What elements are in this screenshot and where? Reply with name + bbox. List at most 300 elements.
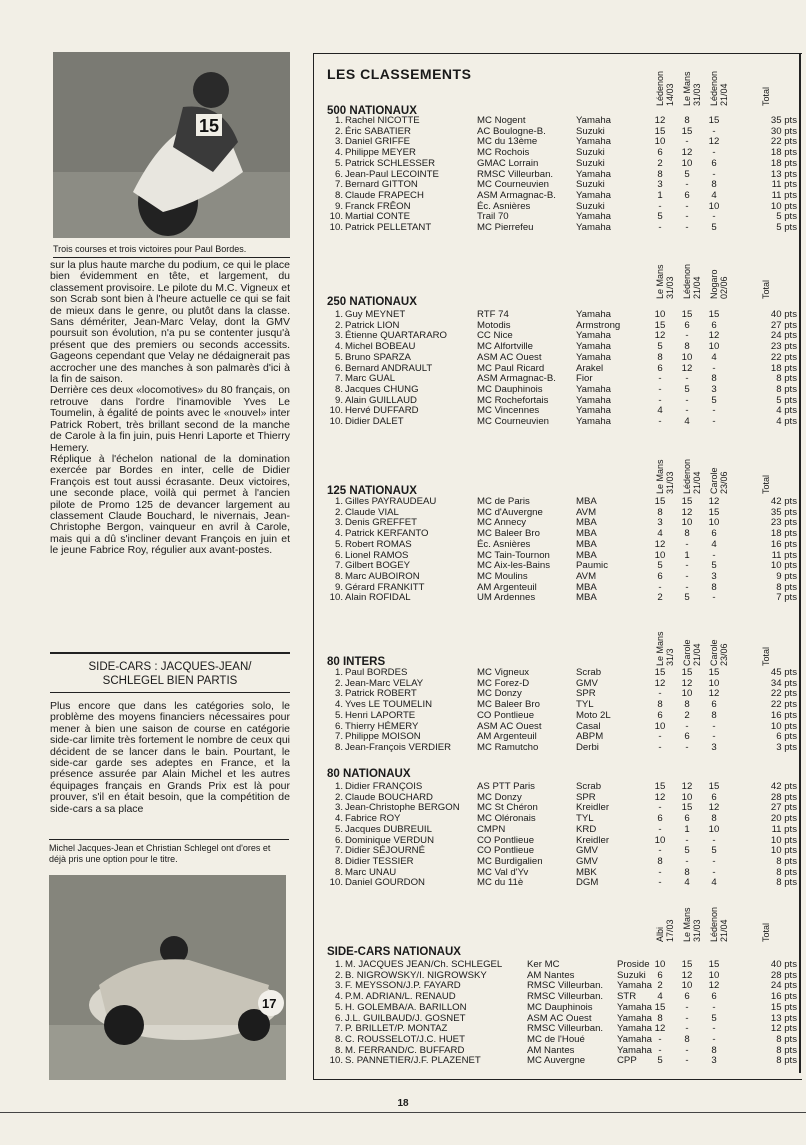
points-cell: 12 [708, 802, 720, 814]
motorcycle-brand: AVM [576, 570, 597, 582]
rank-cell: 9. [334, 394, 343, 406]
rider-name: Martial CONTE [345, 211, 411, 223]
rank-cell: 6. [334, 1012, 343, 1024]
section-title: 80 INTERS [327, 656, 386, 668]
rider-name: Jean-Paul LECOINTE [345, 168, 439, 180]
rank-cell: 2. [334, 506, 343, 518]
points-cell: - [685, 179, 689, 191]
points-cell: 6 [711, 699, 717, 711]
points-cell: - [685, 720, 689, 732]
rider-name: Henri LAPORTE [345, 709, 416, 721]
club-name: CC Nice [477, 330, 513, 342]
standings-row [327, 353, 797, 364]
motorcycle-brand: Yamaha [576, 405, 612, 417]
section-title: 500 NATIONAUX [327, 105, 417, 117]
rider-name: C. ROUSSELOT/J.C. HUET [345, 1033, 465, 1045]
rider-name: B. NIGROWSKY/I. NIGROWSKY [345, 969, 487, 981]
rider-name: Daniel GOURDON [345, 877, 425, 889]
rank-cell: 4. [334, 699, 343, 711]
points-cell: 5 [657, 211, 663, 223]
points-cell: - [712, 731, 716, 743]
rank-cell: 8. [334, 855, 343, 867]
points-cell: 5 [711, 845, 717, 857]
total-points: 5 pts [776, 222, 797, 233]
points-cell: 4 [711, 877, 717, 889]
points-cell: 10 [654, 309, 666, 320]
points-cell: - [685, 1012, 689, 1024]
total-points: 6 pts [776, 731, 797, 743]
rider-name: Bernard ANDRAULT [345, 362, 433, 374]
divider [50, 652, 290, 654]
club-name: CO Pontlieue [477, 834, 535, 846]
rider-name: Alain GUILLAUD [345, 394, 417, 406]
total-points: 4 pts [776, 405, 797, 417]
standings-row [327, 668, 797, 679]
points-cell: 4 [657, 528, 663, 540]
rank-cell: 10. [329, 405, 343, 417]
total-points: 23 pts [770, 341, 797, 353]
section-heading [50, 660, 290, 688]
points-cell: 4 [711, 538, 717, 550]
total-points: 40 pts [770, 309, 797, 320]
rank-cell: 7. [334, 179, 343, 191]
points-cell: - [712, 416, 716, 427]
rank-cell: 1. [334, 667, 343, 678]
total-points: 10 pts [770, 720, 797, 732]
total-points: 10 pts [770, 845, 797, 857]
total-points: 8 pts [776, 1055, 797, 1067]
rank-cell: 10. [329, 416, 343, 427]
points-cell: 8 [657, 855, 663, 867]
points-cell: 3 [657, 517, 663, 529]
rank-cell: 5. [334, 351, 343, 363]
motorcycle-brand: Suzuki [617, 969, 646, 981]
section-title: 80 NATIONAUX [327, 768, 411, 780]
points-cell: 8 [684, 528, 690, 540]
points-cell: - [658, 741, 662, 753]
points-cell: - [712, 866, 716, 878]
points-cell: 4 [684, 416, 690, 427]
club-name: MC Ramutcho [477, 741, 539, 753]
total-points: 16 pts [770, 709, 797, 721]
divider [53, 257, 290, 258]
club-name: MC Auvergne [527, 1055, 586, 1067]
motorcycle-brand: MBA [576, 549, 597, 561]
rider-name: Marc GUAL [345, 373, 396, 385]
motorcycle-brand: Moto 2L [576, 709, 611, 721]
motorcycle-brand: STR [617, 991, 637, 1003]
rank-cell: 6. [334, 168, 343, 180]
rider-name: Didier SÉJOURNÉ [345, 845, 425, 857]
divider [50, 692, 290, 693]
points-cell: 10 [681, 980, 693, 992]
paragraph: Derrière ces deux «locomotives» du 80 français, on retrouve dans l'ordre l'inamovible Yves Le Toumelin, à égalité de points avec le «nouvel» inter Patrick Robert, très brillant second de la manche de Carole à la fin juin, puis Henri Laporte et Thierry Hemery. [50, 384, 290, 454]
rider-name: Daniel GRIFFE [345, 136, 411, 148]
total-points: 10 pts [770, 200, 797, 212]
photo-caption-1: Trois courses et trois victoires pour Paul Bordes. [53, 244, 247, 254]
standings-row [327, 782, 797, 793]
points-cell: 6 [657, 147, 663, 159]
standings-row [327, 711, 797, 722]
points-cell: 5 [711, 222, 717, 233]
points-cell: - [712, 168, 716, 180]
points-cell: 10 [681, 791, 693, 803]
motorcycle-brand: Suzuki [576, 147, 605, 159]
total-points: 4 pts [776, 416, 797, 427]
motorcycle-brand: Yamaha [617, 1012, 653, 1024]
total-points: 9 pts [776, 570, 797, 582]
rank-cell: 8. [334, 866, 343, 878]
rider-name: Jean-François VERDIER [345, 741, 452, 753]
rank-cell: 9. [334, 581, 343, 593]
club-name: MC Nogent [477, 115, 526, 126]
points-cell: 15 [708, 781, 720, 792]
points-cell: 10 [708, 200, 720, 212]
motorcycle-brand: Yamaha [576, 341, 612, 353]
points-cell: 12 [681, 506, 693, 518]
total-points: 34 pts [770, 677, 797, 689]
motorcycle-brand: Paumic [576, 560, 608, 572]
points-cell: 5 [684, 168, 690, 180]
rank-cell: 8. [334, 1044, 343, 1056]
motorcycle-brand: Proside [617, 959, 650, 970]
points-cell: - [658, 394, 662, 406]
club-name: MC Vincennes [477, 405, 540, 417]
club-name: MC Dauphinois [527, 1001, 593, 1013]
club-name: AS PTT Paris [477, 781, 535, 792]
rank-cell: 4. [334, 991, 343, 1003]
rank-cell: 4. [334, 147, 343, 159]
points-cell: 8 [711, 1044, 717, 1056]
points-cell: - [712, 147, 716, 159]
club-name: ASM AC Ouest [477, 351, 542, 363]
rank-cell: 1. [334, 781, 343, 792]
club-name: MC Rochefortais [477, 394, 549, 406]
club-name: MC Donzy [477, 791, 522, 803]
club-name: MC Oléronais [477, 813, 536, 825]
motorcycle-brand: Arakel [576, 362, 604, 374]
svg-text:17: 17 [262, 996, 277, 1011]
points-cell: 15 [708, 667, 720, 678]
heading-line: SIDE-CARS : JACQUES-JEAN/ [88, 661, 252, 673]
motorcycle-brand: Yamaha [617, 1023, 653, 1035]
points-cell: - [658, 200, 662, 212]
points-cell: 2 [657, 592, 663, 604]
club-name: MC du 11è [477, 877, 524, 889]
rider-name: Claude VIAL [345, 506, 399, 518]
total-points: 8 pts [776, 383, 797, 395]
rank-cell: 3. [334, 517, 343, 529]
motorcycle-brand: GMV [576, 845, 598, 857]
standings-row [327, 385, 797, 396]
rider-name: Didier TESSIER [345, 855, 414, 867]
section-title: 250 NATIONAUX [327, 296, 417, 308]
rider-name: Gilbert BOGEY [345, 560, 411, 572]
total-points: 27 pts [770, 802, 797, 814]
club-name: MC Moulins [477, 570, 528, 582]
rank-cell: 1. [334, 115, 343, 126]
rider-name: Étienne QUARTARARO [345, 330, 448, 342]
points-cell: 5 [684, 592, 690, 604]
total-points: 35 pts [770, 506, 797, 518]
points-cell: 15 [708, 115, 720, 126]
club-name: MC Vigneux [477, 667, 530, 678]
rank-cell: 2. [334, 677, 343, 689]
points-cell: - [658, 823, 662, 835]
points-cell: 4 [711, 189, 717, 201]
club-name: Ker MC [527, 959, 560, 970]
rider-name: Patrick LION [345, 319, 400, 331]
rider-name: Marc UNAU [345, 866, 397, 878]
points-cell: 6 [684, 189, 690, 201]
points-cell: - [685, 200, 689, 212]
rider-name: Jean-Marc VELAY [345, 677, 424, 689]
total-points: 18 pts [770, 528, 797, 540]
motorcycle-brand: Yamaha [576, 189, 612, 201]
points-cell: 10 [654, 834, 666, 846]
points-cell: 1 [657, 189, 663, 201]
paragraph: sur la plus haute marche du podium, ce qui le place bien évidemment en tête, et largement, du classement provisoire. Le pilote du M.C. Vigneux et son Scrab sont bien à l'heure actuelle ce qui se fait de mieux dans le genre, ou plutôt dans la classe. Sans démériter, Jean-Marc Velay, dont la GMV poursuit son évolution, n'a pu se contenter jusqu'à présent que des premiers ou seconds accessits. Gageons cependant que Velay ne dédaignerait pas accrocher une des manches à son palmarès d'ici à la fin de saison. [50, 259, 290, 386]
total-points: 30 pts [770, 125, 797, 137]
total-points: 20 pts [770, 813, 797, 825]
points-cell: 8 [711, 581, 717, 593]
motorcycle-brand: Yamaha [576, 309, 612, 320]
club-name: MC d'Auvergne [477, 506, 543, 518]
points-cell: 8 [657, 351, 663, 363]
standings-row [327, 593, 797, 604]
points-cell: 10 [654, 959, 666, 970]
points-cell: - [658, 222, 662, 233]
page-bottom-rule [0, 1112, 806, 1113]
points-cell: 5 [711, 1012, 717, 1024]
points-cell: 10 [708, 341, 720, 353]
rank-cell: 1. [334, 959, 343, 970]
points-cell: 3 [711, 1055, 717, 1067]
rider-name: Michel BOBEAU [345, 341, 416, 353]
total-points: 8 pts [776, 1044, 797, 1056]
points-cell: 5 [711, 394, 717, 406]
rank-cell: 4. [334, 813, 343, 825]
rider-name: Philippe MOISON [345, 731, 421, 743]
points-cell: - [712, 720, 716, 732]
points-cell: 3 [657, 179, 663, 191]
total-points: 35 pts [770, 115, 797, 126]
rank-cell: 7. [334, 1023, 343, 1035]
motorcycle-brand: Suzuki [576, 179, 605, 191]
points-cell: 2 [657, 157, 663, 169]
rank-cell: 3. [334, 136, 343, 148]
rider-name: Marc AUBOIRON [345, 570, 420, 582]
points-cell: 5 [657, 560, 663, 572]
rider-name: Rachel NICOTTE [345, 115, 420, 126]
points-cell: - [658, 373, 662, 385]
points-cell: 6 [711, 528, 717, 540]
total-points: 23 pts [770, 517, 797, 529]
rank-cell: 7. [334, 373, 343, 385]
standings-row [327, 857, 797, 868]
points-cell: - [712, 1001, 716, 1013]
club-name: GMAC Lorrain [477, 157, 539, 169]
points-cell: 8 [711, 179, 717, 191]
total-points: 8 pts [776, 1033, 797, 1045]
total-points: 13 pts [770, 1012, 797, 1024]
rider-name: S. PANNETIER/J.F. PLAZENET [345, 1055, 481, 1067]
club-name: AM Argenteuil [477, 731, 537, 743]
points-cell: - [685, 834, 689, 846]
motorcycle-brand: Suzuki [576, 125, 605, 137]
club-name: MC Val d'Yv [477, 866, 529, 878]
club-name: Motodis [477, 319, 511, 331]
total-points: 5 pts [776, 394, 797, 406]
rider-name: Jacques CHUNG [345, 383, 419, 395]
points-cell: - [685, 211, 689, 223]
standings-row [327, 960, 797, 971]
points-cell: 5 [657, 341, 663, 353]
points-cell: 10 [708, 969, 720, 981]
article-column-2: Plus encore que dans les catégories solo, le problème des moyens financiers nécessaires pour mener à bien une saison de course en catégorie side-car limite très fortement le nombre de ceux qui décident de se lancer dans le bain. Pourtant, le side-car garde ses adeptes en France, et la présence assurée par Alain Michel et les autres équipages français en Grands Prix est là pour prouver, s'il en était besoin, que la compétition de side-cars a sa place [50, 700, 290, 815]
points-cell: - [685, 222, 689, 233]
rider-name: Patrick ROBERT [345, 688, 417, 700]
motorcycle-brand: TYL [576, 699, 594, 711]
total-points: 7 pts [776, 592, 797, 604]
motorcycle-brand: Yamaha [576, 383, 612, 395]
club-name: Trail 70 [477, 211, 509, 223]
points-cell: 1 [684, 823, 690, 835]
points-cell: 12 [708, 136, 720, 148]
rider-name: Claude FRAPECH [345, 189, 424, 201]
total-points: 45 pts [770, 667, 797, 678]
points-cell: 15 [654, 667, 666, 678]
club-name: MC Courneuvien [477, 416, 549, 427]
points-cell: - [685, 741, 689, 753]
points-cell: 15 [708, 959, 720, 970]
points-cell: - [658, 688, 662, 700]
rank-cell: 8. [334, 189, 343, 201]
points-cell: - [712, 211, 716, 223]
total-points: 24 pts [770, 330, 797, 342]
club-name: Éc. Asnières [477, 538, 531, 550]
club-name: MC Pierrefeu [477, 222, 534, 233]
total-points: 42 pts [770, 781, 797, 792]
rider-name: P. BRILLET/P. MONTAZ [345, 1023, 448, 1035]
motorcycle-brand: MBA [576, 496, 597, 507]
total-points: 16 pts [770, 991, 797, 1003]
motorcycle-brand: Kreidler [576, 834, 610, 846]
points-cell: 1 [684, 549, 690, 561]
motorcycle-brand: Yamaha [576, 394, 612, 406]
points-cell: 2 [657, 980, 663, 992]
rank-cell: 6. [334, 720, 343, 732]
rank-cell: 10. [329, 222, 343, 233]
rank-cell: 5. [334, 823, 343, 835]
points-cell: 6 [711, 319, 717, 331]
standings-row [327, 825, 797, 836]
points-cell: - [658, 845, 662, 857]
points-cell: - [685, 1001, 689, 1013]
points-cell: - [712, 592, 716, 604]
motorcycle-brand: MBA [576, 538, 597, 550]
rank-cell: 6. [334, 549, 343, 561]
motorcycle-brand: KRD [576, 823, 597, 835]
club-name: RMSC Villeurban. [527, 1023, 604, 1035]
rank-cell: 6. [334, 362, 343, 374]
club-name: AC Boulogne-B. [477, 125, 546, 137]
total-points: 11 pts [771, 823, 797, 835]
total-points: 5 pts [776, 211, 797, 223]
rider-name: Jean-Christophe BERGON [345, 802, 460, 814]
rider-name: Thierry HÉMERY [345, 720, 419, 732]
rank-cell: 3. [334, 802, 343, 814]
points-cell: 10 [681, 157, 693, 169]
motorcycle-brand: GMV [576, 677, 598, 689]
points-cell: 10 [654, 136, 666, 148]
total-points: 12 pts [770, 1023, 797, 1035]
standings-row [327, 223, 797, 234]
rank-cell: 1. [334, 309, 343, 320]
svg-text:15: 15 [199, 116, 220, 136]
rank-cell: 10. [329, 877, 343, 889]
points-cell: - [685, 330, 689, 342]
club-name: MC Baleer Bro [477, 699, 540, 711]
points-cell: 12 [681, 781, 693, 792]
points-cell: 15 [654, 1001, 666, 1013]
rider-name: Gilles PAYRAUDEAU [345, 496, 437, 507]
points-cell: 12 [708, 980, 720, 992]
total-points: 8 pts [776, 855, 797, 867]
total-points: 15 pts [770, 1001, 797, 1013]
rank-cell: 3. [334, 330, 343, 342]
rank-cell: 3. [334, 688, 343, 700]
rider-name: Fabrice ROY [345, 813, 401, 825]
photo-caption-2: Michel Jacques-Jean et Christian Schlegel ont d'ores et déjà pris une option pour le titre. [49, 843, 271, 864]
points-cell: 12 [654, 677, 666, 689]
points-cell: 15 [681, 802, 693, 814]
total-points: 10 pts [770, 560, 797, 572]
points-cell: - [712, 834, 716, 846]
rider-name: Dominique VERDUN [345, 834, 435, 846]
total-points: 22 pts [770, 136, 797, 148]
rider-name: Didier FRANÇOIS [345, 781, 423, 792]
points-cell: 12 [654, 115, 666, 126]
points-cell: 12 [654, 1023, 666, 1035]
motorcycle-brand: TYL [576, 813, 594, 825]
rider-name: Franck FRÊON [345, 200, 411, 212]
points-cell: 15 [681, 309, 693, 320]
motorcycle-brand: Suzuki [576, 200, 605, 212]
club-name: MC Baleer Bro [477, 528, 540, 540]
motorcycle-brand: CPP [617, 1055, 637, 1067]
total-points: 22 pts [770, 351, 797, 363]
points-cell: 6 [684, 319, 690, 331]
points-cell: 4 [657, 405, 663, 417]
total-points: 28 pts [770, 791, 797, 803]
points-cell: - [658, 383, 662, 395]
points-cell: 10 [708, 517, 720, 529]
points-cell: 15 [681, 125, 693, 137]
points-cell: 10 [681, 351, 693, 363]
points-cell: 12 [654, 791, 666, 803]
standings-row [327, 364, 797, 375]
points-cell: 6 [657, 813, 663, 825]
rank-cell: 7. [334, 560, 343, 572]
points-cell: - [685, 136, 689, 148]
points-cell: - [712, 362, 716, 374]
points-cell: 12 [654, 330, 666, 342]
standings-row [327, 417, 797, 428]
rider-name: Didier DALET [345, 416, 404, 427]
points-cell: 3 [711, 741, 717, 753]
rider-name: Bruno SPARZA [345, 351, 411, 363]
